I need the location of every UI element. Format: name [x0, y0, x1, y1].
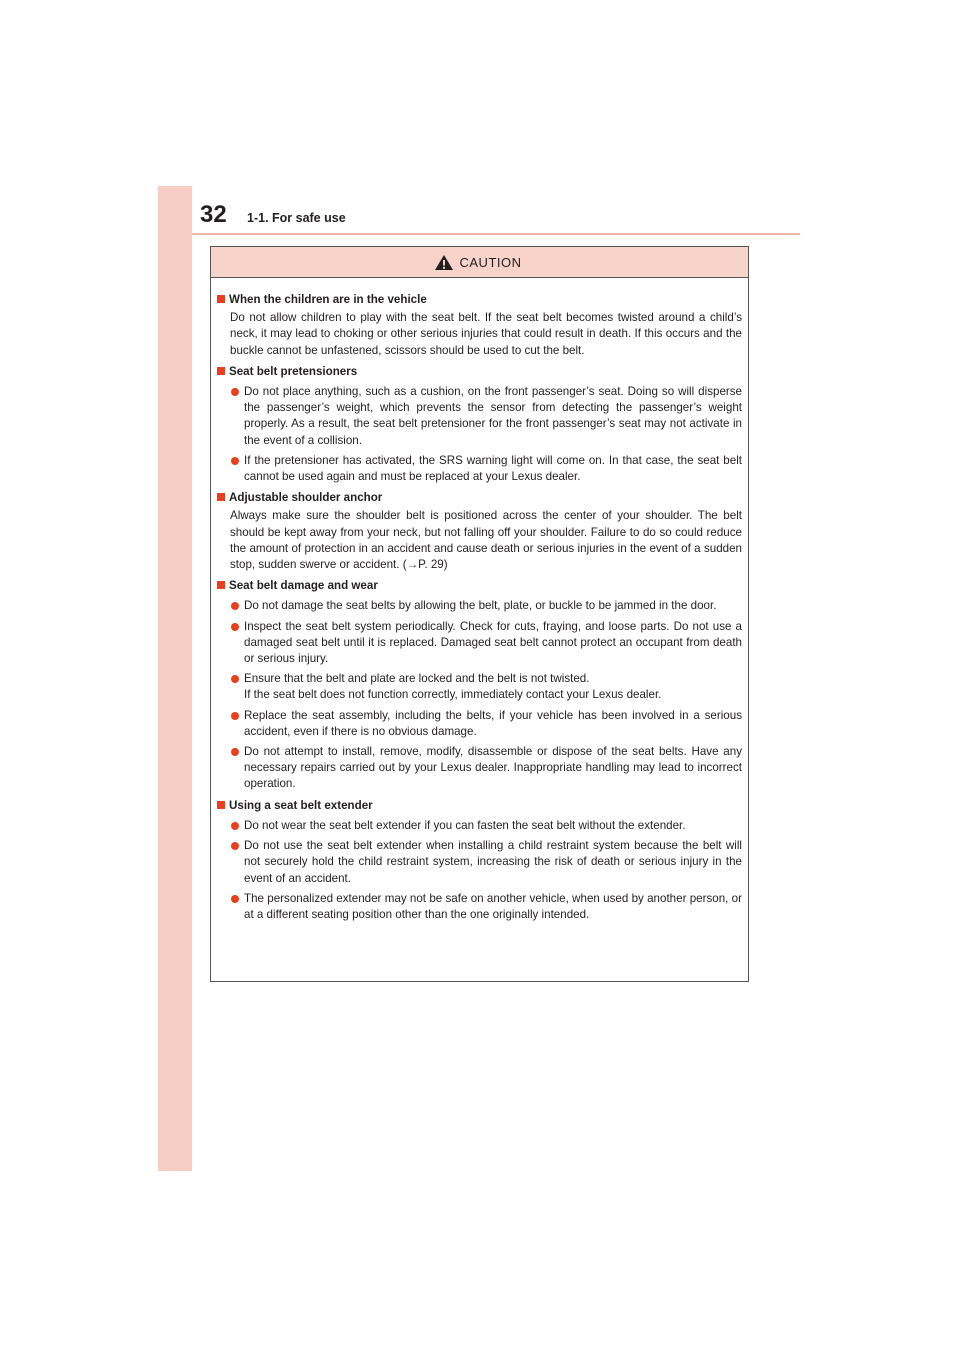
caution-title: CAUTION [459, 254, 522, 270]
round-bullet-icon [231, 602, 239, 610]
list-item: Do not wear the seat belt extender if you can fasten the seat belt without the extender. [217, 818, 742, 834]
square-bullet-icon [217, 295, 225, 303]
list-item: Ensure that the belt and plate are locked and the belt is not twisted. If the seat belt does not function correctly, immediately contact your Lexus dealer. [217, 671, 742, 703]
section-heading: Adjustable shoulder anchor [217, 490, 742, 506]
round-bullet-icon [231, 457, 239, 465]
list-item: Inspect the seat belt system periodically. Check for cuts, fraying, and loose parts. Do not use a damaged seat belt until it is replaced. Damaged seat belt cannot protect an occupant from death or serious injury. [217, 619, 742, 668]
round-bullet-icon [231, 623, 239, 631]
list-item: Do not damage the seat belts by allowing the belt, plate, or buckle to be jammed in the door. [217, 598, 742, 614]
round-bullet-icon [231, 388, 239, 396]
section-paragraph: Always make sure the shoulder belt is positioned across the center of your shoulder. The belt should be kept away from your neck, but not falling off your shoulder. Failure to do so could reduce the amount of protection in an accident and cause death or serious injuries in the event of a sudden stop, sudden swerve or accident. (→P. 29) [230, 509, 742, 572]
list-item: Do not attempt to install, remove, modify, disassemble or dispose of the seat belts. Have any necessary repairs carried out by your Lexus dealer. Inappropriate handling may lead to incorrect operation. [217, 744, 742, 793]
section-heading: Seat belt pretensioners [217, 364, 742, 380]
caution-body [211, 278, 748, 923]
square-bullet-icon [217, 493, 225, 501]
square-bullet-icon [217, 367, 225, 375]
section-paragraph: Do not allow children to play with the seat belt. If the seat belt becomes twisted around a child’s neck, it may lead to choking or other serious injuries that could result in death. If this occurs and the buckle cannot be unfastened, scissors should be used to cut the belt. [230, 311, 742, 357]
square-bullet-icon [217, 801, 225, 809]
round-bullet-icon [231, 712, 239, 720]
square-bullet-icon [217, 581, 225, 589]
side-color-strip [158, 186, 192, 1171]
list-item: If the pretensioner has activated, the SRS warning light will come on. In that case, the seat belt cannot be used again and must be replaced at your Lexus dealer. [217, 453, 742, 485]
section-heading: Seat belt damage and wear [217, 578, 742, 594]
list-item: Replace the seat assembly, including the belts, if your vehicle has been involved in a serious accident, even if there is no obvious damage. [217, 708, 742, 740]
list-item: The personalized extender may not be safe on another vehicle, when used by another person, or at a different seating position other than the one originally intended. [217, 891, 742, 923]
section-heading: Using a seat belt extender [217, 798, 742, 814]
round-bullet-icon [231, 842, 239, 850]
warning-triangle-icon [434, 254, 454, 271]
round-bullet-icon [231, 822, 239, 830]
section-title: 1-1. For safe use [247, 211, 346, 225]
caution-header [211, 247, 748, 278]
round-bullet-icon [231, 895, 239, 903]
caution-box [210, 246, 749, 982]
page-number: 32 [200, 201, 227, 228]
header-divider [192, 233, 800, 235]
section-heading: When the children are in the vehicle [217, 292, 742, 308]
list-item: Do not place anything, such as a cushion, on the front passenger’s seat. Doing so will disperse the passenger’s weight, which prevents the sensor from detecting the passenger’s weight properly. As a result, the seat belt pretensioner for the front passenger’s seat may not activate in the event of a collision. [217, 384, 742, 449]
round-bullet-icon [231, 748, 239, 756]
round-bullet-icon [231, 675, 239, 683]
list-item: Do not use the seat belt extender when installing a child restraint system because the belt will not securely hold the child restraint system, increasing the risk of death or serious injury in the event of an accident. [217, 838, 742, 887]
